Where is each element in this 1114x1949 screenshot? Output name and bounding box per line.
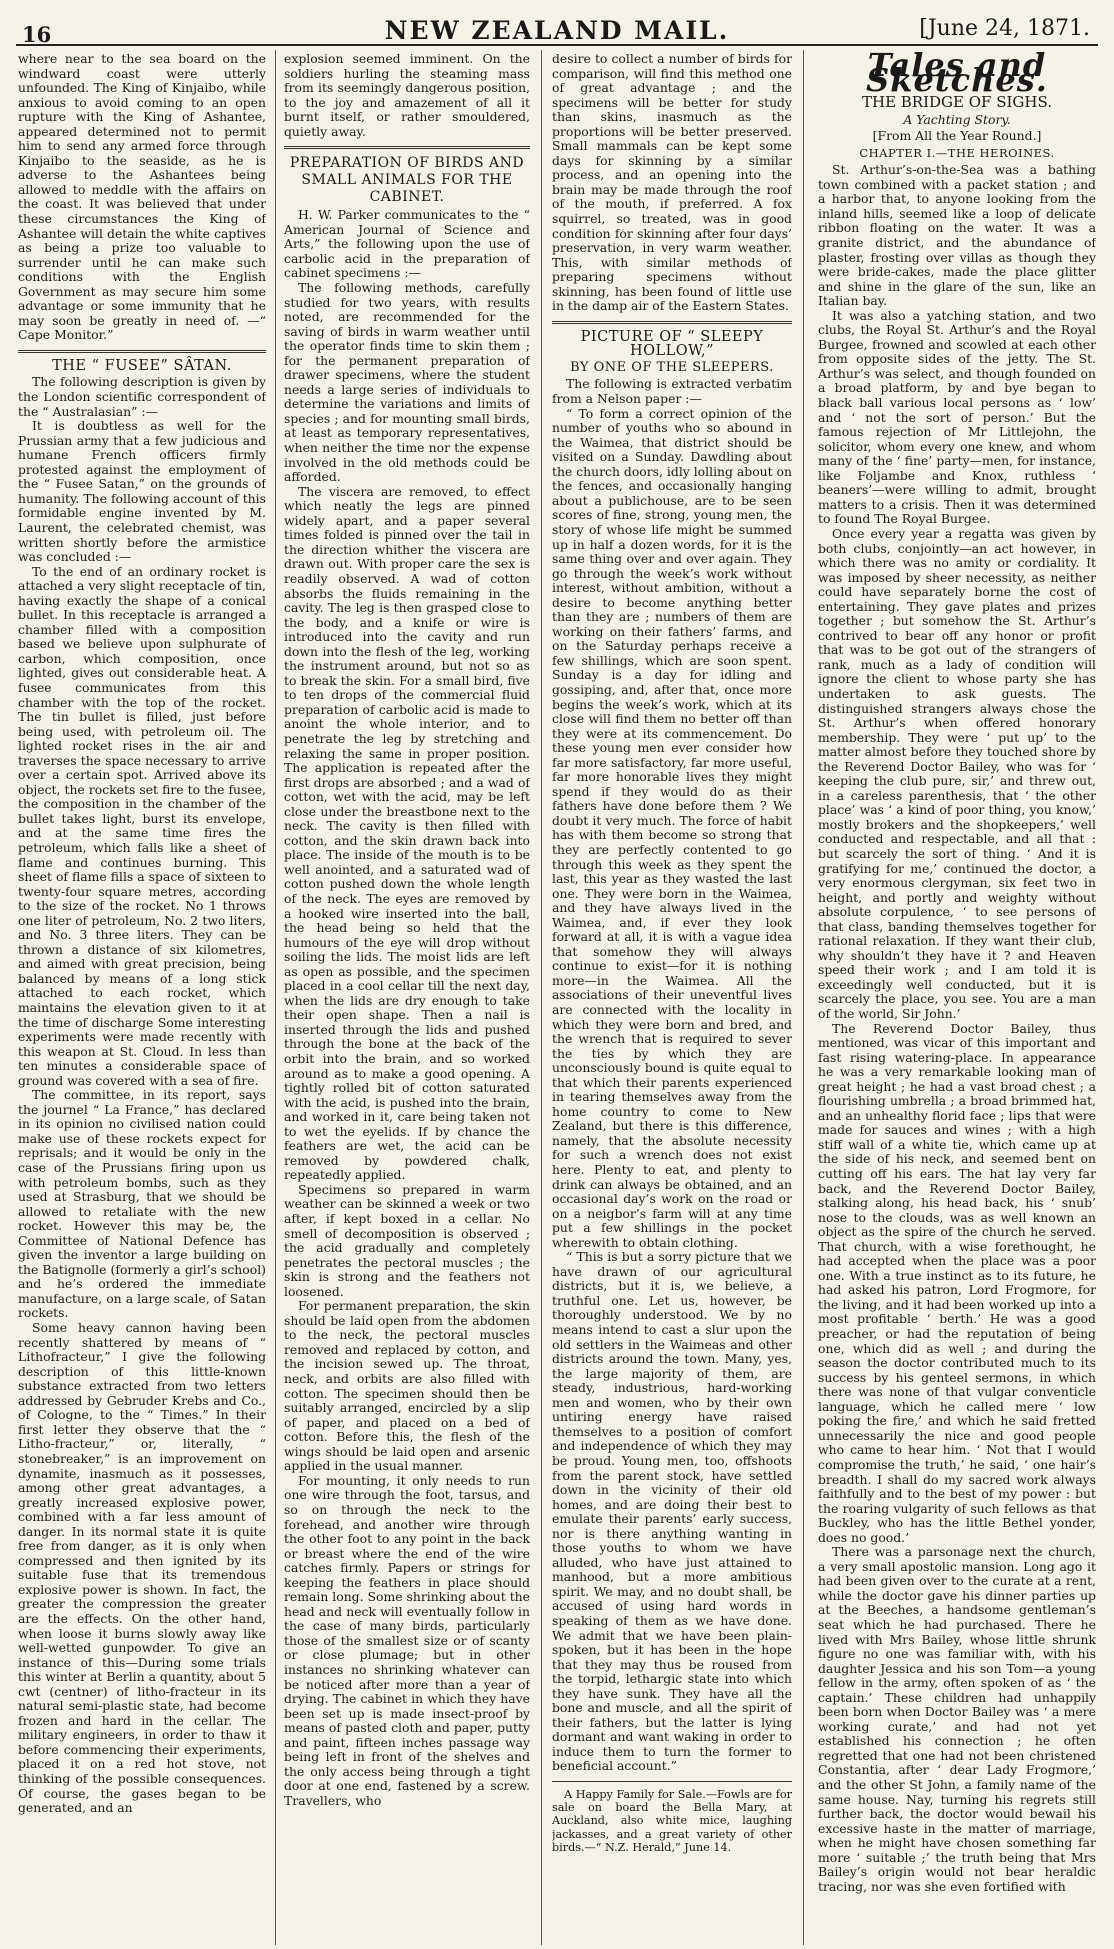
- masthead: NEW ZEALAND MAIL.: [384, 16, 730, 45]
- article-continuation: desire to collect a number of birds for comparison, will find this method one of great advantage ; and the specimens will be better for study than skins, inasmuch as the proportions will be better preserved. Small mammals can be kept some days for skinning by a similar process, and an opening into the brain may be made through the roof of the mouth, if preferred. A fox squirrel, so treated, was in good condition for skinning after four days’ preservation, in very warm weather. This, with similar methods of preparing specimens without skinning, has been found of little use in the damp air of the Eastern States.: [552, 52, 792, 314]
- paragraph: The viscera are removed, to effect which neatly the legs are pinned widely apart, and a paper several times folded is pinned over the tail in the direction whither the viscera are drawn out. With proper care the sex is readily observed. A wad of cotton absorbs the fluids remaining in the cavity. The leg is then grasped close to the body, and a knife or wire is introduced into the cavity and run down into the flesh of the leg, working the instrument around, but not so as to break the skin. For a small bird, five to ten drops of the commercial fluid preparation of carbolic acid is made to anoint the whole interior, and to penetrate the leg by stretching and relaxing the same in proper position. The application is repeated after the first drops are absorbed ; and a wad of cotton, wet with the acid, may be left close under the breastbone next to the neck. The cavity is then filled with cotton, and the skin drawn back into place. The inside of the mouth is to be well anointed, and a saturated wad of cotton pushed down the whole length of the neck. The eyes are removed by a hooked wire inserted into the ball, the head being so held that the humours of the eye will drop without soiling the lids. The moist lids are left as open as possible, and the specimen placed in a cool cellar till the next day, when the lids are dry enough to take their open shape. Then a nail is inserted through the lids and pushed through the bone at the back of the orbit into the brain, and so worked around as to make a good opening. A tightly rolled bit of cotton saturated with the acid, is pushed into the brain, and worked in it, care being taken not to wet the eyelids. If by chance the feathers are wet, the acid can be removed by powdered chalk, repeatedly applied.: [284, 483, 530, 1183]
- story-subtitle: A Yachting Story.: [903, 111, 1011, 127]
- chapter-heading: CHAPTER I.—THE HEROINES.: [859, 145, 1055, 160]
- column-divider: [803, 50, 804, 1945]
- article-separator: [552, 1781, 792, 1782]
- news-note: [552, 1788, 792, 1854]
- column-divider: [541, 50, 542, 1945]
- column-4: [818, 52, 1096, 1945]
- story-source: [From All the Year Round.]: [872, 128, 1042, 144]
- paragraph: There was a parsonage next the church, a very small apostolic mansion. Long ago it had been given over to the curate at a rent, while the doctor gave his dinner parties up at the Beeches, a handsome gentleman’s seat which he had purchased. There he lived with Mrs Bailey, whose little shrunk figure no one was familiar with, with his daughter Jessica and his son Tom—a young fellow in the army, often spoken of as ‘ the captain.’ These children had unhappily been born when Doctor Bailey was ‘ a mere working curate,’ and had not yet established his connection ; he often regretted that one had not been christened Constantia, after ‘ dear Lady Frogmore,’ and the other St John, a family name of the same house. Nay, turning his regrets still further back, the doctor would bewail his excessive haste in the matter of marriage, when he might have chosen something far more ‘ suitable ;’ the truth being that Mrs Bailey’s origin would not bear heraldic tracing, nor was she even fortified with: [818, 1544, 1096, 1894]
- column-divider: [275, 50, 276, 1945]
- paragraph: For permanent preparation, the skin should be laid open from the abdomen to the neck, the pectoral muscles removed and replaced by cotton, and the incision sewed up. The throat, neck, and orbits are also filled with cotton. The specimen should then be suitably arranged, encircled by a slip of paper, and placed on a bed of cotton. Before this, the flesh of the wings should be laid open and arsenic applied in the usual manner.: [284, 1298, 530, 1474]
- paragraph: The Reverend Doctor Bailey, thus mentioned, was vicar of this important and fast rising watering-place. In appearance he was a very remarkable looking man of great height ; he had a vast broad chest ; a flourishing umbrella ; a broad brimmed hat, and an unhealthy florid face ; lips that were made for sauces and wines ; with a high stiff wall of a white tie, which came up at the side of his neck, and seemed bent on cutting off his ears. The hat lay very far back, and the Reverend Doctor Bailey, stalking along, his head back, his ‘ snub’ nose to the clouds, was as well known an object as the spire of the church he served. That church, with a wise forethought, he had accepted when the place was a poor one. With a true instinct as to its future, he had asked his patron, Lord Frogmore, for the living, and it had been worked up into a most profitable ‘ berth.’ He was a good preacher, or had the reputation of being one, which did as well ; and during the season the doctor contributed much to its success by his genteel sermons, in which there was none of that vulgar conventicle language, which he called mere ‘ low poking the fire,’ and which he said fretted unnecessarily the nice and good people who came to hear him. ‘ Not that I would compromise the truth,’ he said, ‘ one hair’s breadth. I shall do my sacred work always faithfully and to the best of my power : but the roaring vulgarity of such fellows as that Buckley, who has the little Bethel yonder, does no good.’: [818, 1020, 1096, 1545]
- article-subheading: BY ONE OF THE SLEEPERS.: [570, 359, 774, 375]
- article-separator: [552, 321, 792, 324]
- article-separator: [284, 146, 530, 149]
- paragraph: A Happy Family for Sale.—Fowls are for sale on board the Bella Mary, at Auckland, also white mice, laughing jackasses, and a great variety of other birds.—“ N.Z. Herald,” June 14.: [552, 1787, 792, 1854]
- article-heading: PICTURE OF “ SLEEPY HOLLOW,”: [580, 328, 764, 360]
- paragraph: H. W. Parker communicates to the “ American Journal of Science and Arts,” the following upon the use of carbolic acid in the preparation of cabinet specimens :—: [284, 207, 530, 281]
- paragraph: St. Arthur’s-on-the-Sea was a bathing town combined with a packet station ; and a harbor that, to anyone looking from the inland hills, seemed like a loop of delicate ribbon floating on the water. It was a granite district, and the abundance of plaster, frosting over villas as though they were bride-cakes, made the place glitter and shine in the glare of the sun, like an Italian bay.: [818, 162, 1096, 309]
- column-1: [18, 52, 266, 1945]
- paragraph: Some heavy cannon having been recently shattered by means of “ Lithofracteur,” I give the following description of this little-known substance extracted from two letters addressed by Gebruder Krebs and Co., of Cologne, to the “ Times.” In their first letter they observe that the “ Litho-fracteur,” or, literally, “ stonebreaker,” is an improvement on dynamite, inasmuch as it possesses, among other great advantages, a greatly increased explosive power, combined with a far less amount of danger. In its normal state it is quite free from danger, as it is only when compressed and then ignited by its suitable fuse that its tremendous explosive power is shown. In fact, the greater the compression the greater are the effects. On the other hand, when loose it burns slowly away like well-wetted gunpowder. To give an instance of this—During some trials this winter at Berlin a quantity, about 5 cwt (centner) of litho-fracteur in its natural semi-plastic state, had become frozen and hard in the cellar. The military engineers, in order to thaw it before commencing their experiments, placed it on a red hot stove, not thinking of the possible consequences. Of course, the gases began to be generated, and an: [18, 1320, 266, 1816]
- paragraph: The following description is given by the London scientific correspondent of the “ Australasian” :—: [18, 374, 266, 419]
- article-heading: PREPARATION OF BIRDS AND SMALL ANIMALS FOR THE CABINET.: [289, 155, 525, 206]
- paragraph: Once every year a regatta was given by both clubs, conjointly—an act however, in which there was no amity or cordiality. It was imposed by sheer necessity, as neither could have separately borne the cost of entertaining. They gave plates and prizes together ; but somehow the St. Arthur’s contrived to bear off any honor or profit that was to be got out of the strangers of rank, much as a lady of condition will ignore the client to whose party she has undertaken to ask guests. The distinguished strangers always chose the St. Arthur’s when offered honorary membership. They were ‘ put up’ to the matter almost before they touched shore by the Reverend Doctor Bailey, who was for ‘ keeping the club pure, sir,’ and threw out, in a careless parenthesis, that ‘ the other place’ was ‘ a kind of poor thing, you know,’ mostly brokers and the shopkeepers,’ well conducted and respectable, and all that : but scarcely the sort of thing. ‘ And it is gratifying for me,’ continued the doctor, a very enormous clergyman, six feet two in height, and portly and weighty without absolute corpulence, ‘ to see persons of that class, banding themselves together for rational relaxation. If they want their club, why shouldn’t they have it ? and Heaven speed their work ; and I am told it is exceedingly well conducted, but it is scarcely the place, you see. You are a man of the world, Sir John.’: [818, 525, 1096, 1021]
- paragraph: “ This is but a sorry picture that we have drawn of our agricultural districts, but it is, we believe, a truthful one. Let us, however, be thoroughly understood. We by no means intend to cast a slur upon the old settlers in the Waimeas and other districts around the town. Many, yes, the large majority of them, are steady, industrious, hard-working men and women, who by their own untiring energy have raised themselves to a position of comfort and independence of which they may be proud. Young men, too, offshoots from the parent stock, have settled down in the vicinity of their old homes, and are doing their best to emulate their parents’ early success, nor is there anything wanting in those youths to whom we have alluded, who have just attained to manhood, but a more ambitious spirit. We may, and no doubt shall, be accused of using hard words in speaking of them as we have done. We admit that we have been plain-spoken, but it has been in the hope that they may thus be roused from the torpid, lethargic state into which they have sunk. They have all the bone and muscle, and all the spirit of their fathers, but the latter is lying dormant and want waking in order to induce them to turn the former to beneficial account.”: [552, 1249, 792, 1774]
- column-3: [552, 52, 792, 1945]
- story-title: THE BRIDGE OF SIGHS.: [861, 93, 1053, 112]
- issue-date: [June 24, 1871.: [919, 16, 1090, 41]
- article-heading: THE “ FUSEE” SÂTAN.: [52, 357, 232, 374]
- header-rule: [16, 44, 1098, 46]
- article-separator: [18, 350, 266, 353]
- paragraph: To the end of an ordinary rocket is attached a very slight receptacle of tin, having exactly the shape of a conical bullet. In this receptacle is arranged a chamber filled with a composition based we believe upon sulphurate of carbon, which composition, once lighted, gives out considerable heat. A fusee communicates from this chamber with the top of the rocket. The tin bullet is filled, just before being used, with petroleum oil. The lighted rocket rises in the air and traverses the space necessary to arrive over a certain spot. Arrived above its object, the rockets set fire to the fusee, the composition in the chamber of the bullet takes light, burst its envelope, and at the same time fires the petroleum, which falls like a sheet of flame and continues burning. This sheet of flame fills a space of sixteen to twenty-four square metres, according to the size of the rocket. No 1 throws one liter of petroleum, No. 2 two liters, and No. 3 three liters. They can be thrown a distance of six kilometres, and aimed with great precision, being balanced by means of a long stick attached to each rocket, which maintains the elevation given to it at the time of discharge Some interesting experiments were made recently with this weapon at St. Cloud. In less than ten minutes a considerable space of ground was covered with a sea of fire.: [18, 563, 266, 1088]
- article-continuation: explosion seemed imminent. On the soldiers hurling the steaming mass from its seemingly dangerous position, to the joy and amazement of all it burnt itself, or rather smouldered, quietly away.: [284, 52, 530, 139]
- paragraph: Specimens so prepared in warm weather can be skinned a week or two after, if kept boxed in a cellar. No smell of decomposition is observed ; the acid gradually and completely penetrates the pectoral muscles ; the skin is strong and the feathers not loosened.: [284, 1181, 530, 1299]
- page-header: [0, 0, 1114, 47]
- paragraph: The committee, in its report, says the journel “ La France,” has declared in its opinion no civilised nation could make use of these rockets expect for reprisals; and it would be only in the case of the Prussians firing upon us with petroleum bombs, such as they used at Strasburg, that we should be allowed to retaliate with the new rocket. However this may be, the Committee of National Defence has given the inventor a large building on the Batignolle (formerly a girl’s school) and he’s ordered the immediate manufacture, on a large scale, of Satan rockets.: [18, 1087, 266, 1321]
- paragraph: It is doubtless as well for the Prussian army that a few judicious and humane French officers firmly protested against the employment of the “ Fusee Satan,” on the grounds of humanity. The following account of this formidable engine invented by M. Laurent, the celebrated chemist, was written shortly before the armistice was concluded :—: [18, 418, 266, 565]
- page-number: 16: [22, 22, 52, 47]
- section-title: Tales and Sketches.: [866, 52, 1048, 99]
- paragraph: The following methods, carefully studied for two years, with results noted, are recommended for the saving of birds in warm weather until the operator finds time to skin them ; for the permanent preparation of drawer specimens, where the student needs a large series of individuals to determine the variations and limits of species ; and for mounting small birds, at least as temporary representatives, when neither the time nor the expense involved in the old methods could be afforded.: [284, 280, 530, 485]
- article-continuation: where near to the sea board on the windward coast were utterly unfounded. The King of Kinjaibo, while anxious to avoid coming to an open rupture with the King of Ashantee, appeared determined not to permit him to send any armed force through Kinjaibo to the seaside, as he is adverse to the Ashantees being allowed to meddle with the affairs on the coast. It was believed that under these circumstances the King of Ashantee will detain the white captives as being a prize too valuable to surrender until he can make such conditions with the English Government as may secure him some advantage or some immunity that he may soon be greatly in need of. —“ Cape Monitor.”: [18, 52, 266, 343]
- column-2: [284, 52, 530, 1945]
- paragraph: The following is extracted verbatim from a Nelson paper :—: [552, 376, 792, 407]
- paragraph: It was also a yatching station, and two clubs, the Royal St. Arthur’s and the Royal Burgee, frowned and scowled at each other from opposite sides of the jetty. The St. Arthur’s was select, and though founded on a broad platform, by and bye began to black ball various local persons as ‘ low’ and ‘ not the sort of person.’ But the famous rejection of Mr Littlejohn, the solicitor, whom every one knew, and whom many of the ‘ fine’ party—men, for instance, like Foljambe and Knox, ruthless ‘ beaners’—were willing to admit, brought matters to a crisis. Then it was determined to found The Royal Burgee.: [818, 307, 1096, 527]
- paragraph: “ To form a correct opinion of the number of youths who so abound in the Waimea, that district should be visited on a Sunday. Dawdling about the church doors, idly lolling about on the fences, and occasionally hanging about a publichouse, are to be seen scores of fine, strong, young men, the story of whose life might be summed up in half a dozen words, for it is the same thing over and over again. They go through the week’s work without interest, without ambition, without a desire to become anything better than they are ; numbers of them are working on their fathers’ farms, and on the Saturday perhaps receive a few shillings, which are soon spent. Sunday is a day for idling and gossiping, and, after that, once more begins the week’s work, which at its close will find them no better off than they were at its commencement. Do these young men ever consider how far more satisfactory, far more useful, far more honorable lives they might spend if they would do as their fathers have done before them ? We doubt it very much. The force of habit has with them become so strong that they are perfectly contented to go through this week as they spent the last, this year as they wasted the last one. They were born in the Waimea, and they have always lived in the Waimea, and, if ever they look forward at all, it is with a vague idea that somehow they will always continue to exist—for it is nothing more—in the Waimea. All the associations of their uneventful lives are connected with the locality in which they were born and bred, and the wrench that is required to sever the ties by which they are unconsciously bound is quite equal to that which their parents experienced in tearing themselves away from the home country to come to New Zealand, but there is this difference, namely, that the absolute necessity for such a wrench does not exist here. Plenty to eat, and plenty to drink can always be obtained, and an occasional day’s work on the road or on a neigbor’s farm will at any time put a few shillings in the pocket wherewith to obtain clothing.: [552, 405, 792, 1250]
- paragraph: For mounting, it only needs to run one wire through the foot, tarsus, and so on through the neck to the forehead, and another wire through the other foot to any point in the back or breast where the end of the wire catches firmly. Papers or strings for keeping the feathers in place should remain long. Some shrinking about the head and neck will eventually follow in the case of many birds, particularly those of the smallest size or of scanty or close plumage; but in other instances no shrinking whatever can be noticed after more than a year of drying. The cabinet in which they have been set up is made insect-proof by means of pasted cloth and paper, putty and paint, fifteen inches passage way being left in front of the shelves and the only access being through a tight door at one end, fastened by a screw. Travellers, who: [284, 1472, 530, 1808]
